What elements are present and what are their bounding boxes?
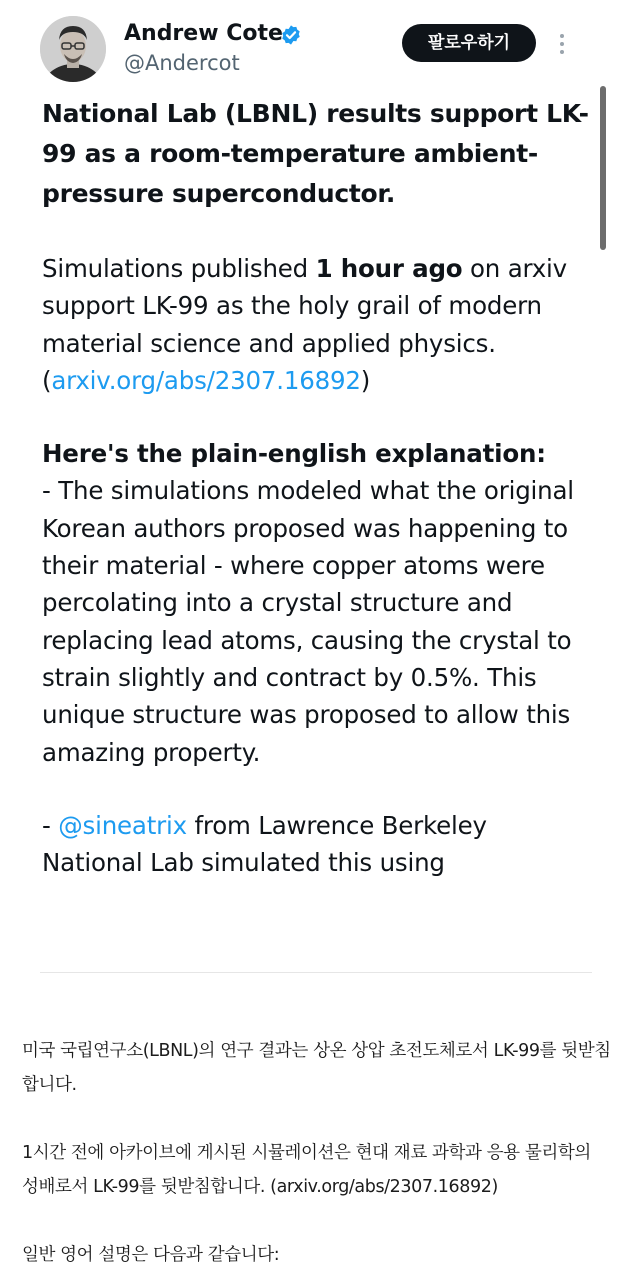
mention-link[interactable]: @sineatrix: [58, 810, 187, 840]
verified-badge-icon: [280, 24, 302, 46]
para1-link-close: ): [360, 365, 371, 395]
explanation-heading: Here's the plain-english explanation:: [42, 439, 546, 469]
arxiv-link[interactable]: arxiv.org/abs/2307.16892: [51, 365, 361, 395]
translation-paragraph-3: 일반 영어 설명은 다음과 같습니다:: [22, 1245, 280, 1265]
author-handle[interactable]: @Andercot: [124, 51, 240, 75]
tweet-paragraph-3: [42, 807, 590, 882]
para1-post: on arxiv support LK-99 as the holy grail of modern material science and applied physics.: [42, 254, 567, 358]
author-display-name[interactable]: Andrew Cote: [124, 21, 283, 46]
translation-paragraph-1: 미국 국립연구소(LBNL)의 연구 결과는 상온 상압 초전도체로서 LK-99를 뒷받침합니다.: [22, 1041, 611, 1095]
tweet-paragraph-1: [42, 250, 590, 399]
follow-button[interactable]: 팔로우하기: [402, 24, 536, 62]
para3-post: from Lawrence Berkeley National Lab simulated this using: [42, 810, 487, 878]
profile-photo: [40, 16, 106, 82]
para1-bold: 1 hour ago: [315, 254, 463, 283]
tweet-headline: National Lab (LBNL) results support LK-99 as a room-temperature ambient-pressure superconductor.: [42, 99, 589, 208]
translation-section: [0, 1016, 640, 1280]
divider: [40, 972, 592, 973]
author-avatar[interactable]: [40, 16, 106, 82]
scrollbar[interactable]: [600, 86, 606, 250]
translation-paragraph-2: 1시간 전에 아카이브에 게시된 시뮬레이션은 현대 재료 과학과 응용 물리학의 성배로서 LK-99를 뒷받침합니다. (arxiv.org/abs/2307.16892): [22, 1143, 591, 1197]
more-vertical-icon[interactable]: [552, 30, 572, 58]
tweet-text: [42, 94, 590, 881]
para3-pre: -: [42, 810, 59, 840]
para1-pre: Simulations published: [42, 254, 316, 283]
para1-link-open: (: [42, 365, 52, 395]
tweet-paragraph-2: - The simulations modeled what the original Korean authors proposed was happening to their material - where copper atoms were percolating into a crystal structure and replacing lead atoms, causing the crystal to strain slightly and contract by 0.5%. This unique structure was proposed to allow this amazing property.: [42, 476, 574, 767]
